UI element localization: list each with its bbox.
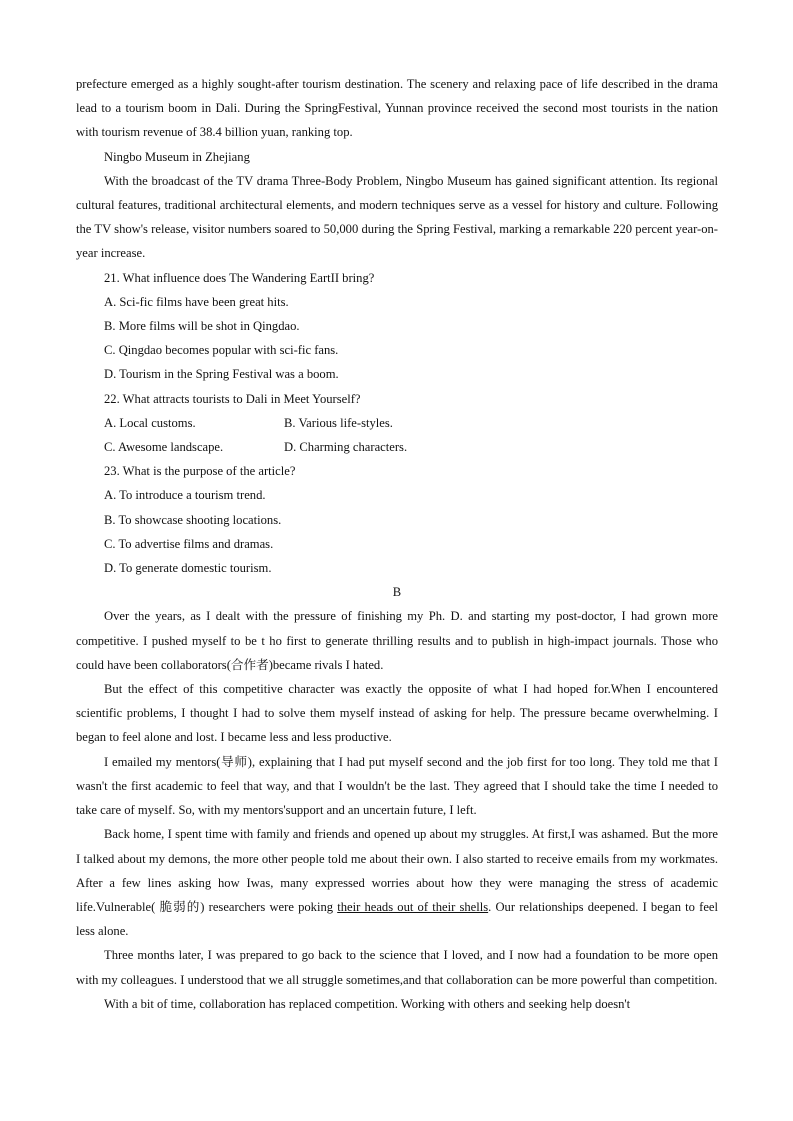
paragraph-1: Over the years, as I dealt with the pressure of finishing my Ph. D. and starting my post-doctor, I had grown more competitive. I pushed myself to be t ho first to generate thrilling results and to publish in high-impact journals. Those who could have been collaborators(合作者)became rivals I hated.	[76, 609, 718, 672]
paragraph-2: But the effect of this competitive character was exactly the opposite of what I had hoped for.When I encountered scientific problems, I thought I had to solve them myself instead of asking for help. The pressure became overwhelming. I began to feel alone and lost. I became less and less productive.	[76, 682, 718, 745]
option-c: C. To advertise films and dramas.	[104, 536, 274, 551]
dali-paragraph-tail: prefecture emerged as a highly sought-after tourism destination. The scenery and relaxing pace of life described in the drama lead to a tourism boom in Dali. During the SpringFestival, Yunnan province received the second most tourists in the nation with tourism revenue of 38.4 billion yuan, ranking top.	[76, 77, 718, 140]
section-label: B	[392, 585, 402, 600]
paragraph-5: Three months later, I was prepared to go back to the science that I loved, and I now had a foundation to be more open with my colleagues. I understood that we all struggle sometimes,and that collaboration can be more powerful than competition.	[76, 948, 718, 987]
underlined-phrase: their heads out of their shells	[337, 899, 489, 914]
options-row	[76, 411, 718, 435]
option-c: C. Qingdao becomes popular with sci-fic fans.	[104, 343, 339, 358]
ningbo-heading: Ningbo Museum in Zhejiang	[104, 149, 250, 164]
document-page	[76, 72, 718, 1016]
paragraph-4-text-end: . Our relationships deepened. I began to feel less alone.	[76, 899, 718, 939]
question-22	[76, 387, 718, 460]
option-b: B. To showcase shooting locations.	[104, 512, 282, 527]
option-b: B. Various life-styles.	[284, 415, 393, 430]
question-stem: 22. What attracts tourists to Dali in Meet Yourself?	[104, 391, 361, 406]
options-row	[76, 435, 718, 459]
paragraph-6: With a bit of time, collaboration has replaced competition. Working with others and seeking help doesn't	[104, 996, 631, 1011]
paragraph-3: I emailed my mentors(导师), explaining that I had put myself second and the job first for too long. They told me that I wasn't the first academic to feel that way, and that I wouldn't be the last. They agreed that I should take the time I needed to take care of myself. So, with my mentors'support and an uncertain future, I left.	[76, 754, 718, 818]
ningbo-paragraph: With the broadcast of the TV drama Three-Body Problem, Ningbo Museum has gained significant attention. Its regional cultural features, traditional architectural elements, and modern techniques serve as a vessel for history and culture. Following the TV show's release, visitor numbers soared to 50,000 during the Spring Festival, marking a remarkable 220 percent year-on-year increase.	[76, 173, 718, 261]
paragraph-4	[76, 822, 718, 943]
option-b: B. More films will be shot in Qingdao.	[104, 319, 300, 334]
option-d: D. Charming characters.	[284, 440, 408, 455]
option-d: D. Tourism in the Spring Festival was a boom.	[104, 367, 339, 382]
question-stem: 21. What influence does The Wandering EartII bring?	[104, 270, 375, 285]
option-a: A. Local customs.	[104, 415, 196, 430]
option-c: C. Awesome landscape.	[104, 440, 224, 455]
question-stem: 23. What is the purpose of the article?	[104, 464, 296, 479]
paragraph-4-text: Back home, I spent time with family and friends and opened up about my struggles. At first,I was ashamed. But the more I talked about my demons, the more other people told me about their own. I also started to receive emails from my workmates. After a few lines asking how Iwas, many expressed worries about how they were managing the stress of academic life.Vulnerable( 脆弱的) researchers were poking	[76, 827, 718, 914]
question-21	[76, 266, 718, 387]
option-d: D. To generate domestic tourism.	[104, 561, 272, 576]
option-a: A. Sci-fic films have been great hits.	[104, 294, 289, 309]
option-a: A. To introduce a tourism trend.	[104, 488, 266, 503]
question-23	[76, 459, 718, 580]
